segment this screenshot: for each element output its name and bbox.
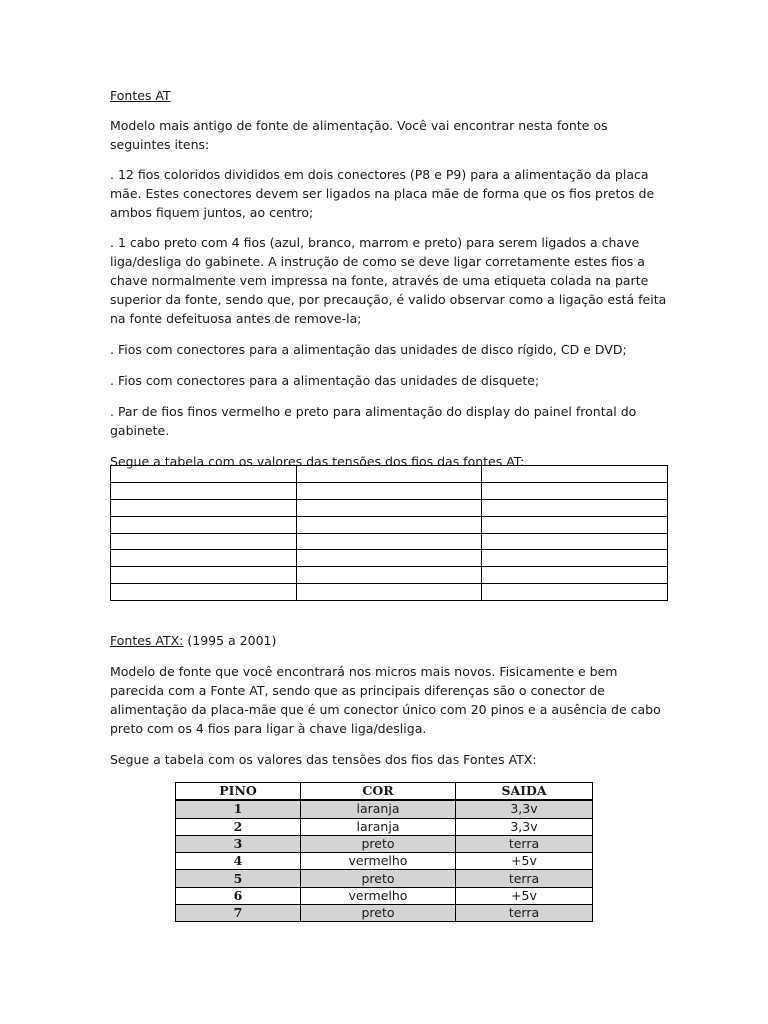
cell-saida: 3,3v [456,818,593,835]
cell-pino: 1 [176,800,301,818]
cell-cor: vermelho [301,853,456,870]
at-empty-table [110,465,668,601]
header-pino: PINO [176,783,301,801]
table-header-row [176,783,593,801]
cell-cor: laranja [301,818,456,835]
at-item-2: . 1 cabo preto com 4 fios (azul, branco, marrom e preto) para serem ligados a chave liga/desliga do gabinete. A instrução de como se deve ligar corretamente estes fios a chave normalmente vem impressa na fonte, através de uma etiqueta colada na parte superior da fonte, sendo que, por precaução, é valido observar como a ligação está feita na fonte defeituosa antes de remove-la; [110,235,667,326]
at-item-3: . Fios com conectores para a alimentação das unidades de disco rígido, CD e DVD; [110,342,627,357]
table-row [176,835,593,852]
at-item-1: . 12 fios coloridos divididos em dois conectores (P8 e P9) para a alimentação da placa mãe. Estes conectores devem ser ligados na placa mãe de forma que os fios pretos de ambos fiquem juntos, ao centro; [110,167,655,220]
cell-pino: 3 [176,835,301,852]
table-row [176,800,593,818]
cell-pino: 2 [176,818,301,835]
table-row [176,887,593,904]
cell-pino: 5 [176,870,301,887]
cell-saida: +5v [456,853,593,870]
table-row [176,870,593,887]
atx-voltage-table [175,782,593,922]
cell-cor: preto [301,905,456,922]
cell-pino: 4 [176,853,301,870]
cell-cor: preto [301,835,456,852]
document-body [110,86,668,471]
table-row [176,905,593,922]
cell-saida: terra [456,835,593,852]
at-item-4: . Fios com conectores para a alimentação das unidades de disquete; [110,373,540,388]
table-row [176,818,593,835]
at-table-intro: Segue a tabela com os valores das tensões dos fios das fontes AT: [110,454,525,469]
header-cor: COR [301,783,456,801]
header-saida: SAIDA [456,783,593,801]
atx-intro-paragraph: Modelo de fonte que você encontrará nos micros mais novos. Fisicamente e bem parecida com a Fonte AT, sendo que as principais diferenças são o conector de alimentação da placa-mãe que é um conector único com 20 pinos e a ausência de cabo preto com os 4 fios para ligar à chave liga/desliga. [110,664,661,736]
cell-pino: 6 [176,887,301,904]
at-intro-paragraph: Modelo mais antigo de fonte de alimentação. Você vai encontrar nesta fonte os seguintes itens: [110,118,608,152]
table-row [176,853,593,870]
cell-cor: preto [301,870,456,887]
cell-saida: terra [456,905,593,922]
cell-saida: terra [456,870,593,887]
cell-pino: 7 [176,905,301,922]
cell-cor: laranja [301,800,456,818]
at-section-title: Fontes AT [110,88,171,103]
atx-years: (1995 a 2001) [183,633,277,648]
at-item-5: . Par de fios finos vermelho e preto para alimentação do display do painel frontal do gabinete. [110,404,637,438]
cell-saida: 3,3v [456,800,593,818]
cell-saida: +5v [456,887,593,904]
cell-cor: vermelho [301,887,456,904]
atx-title-line [110,631,668,650]
atx-table-intro: Segue a tabela com os valores das tensões dos fios das Fontes ATX: [110,752,537,767]
atx-section-title: Fontes ATX: [110,633,184,648]
